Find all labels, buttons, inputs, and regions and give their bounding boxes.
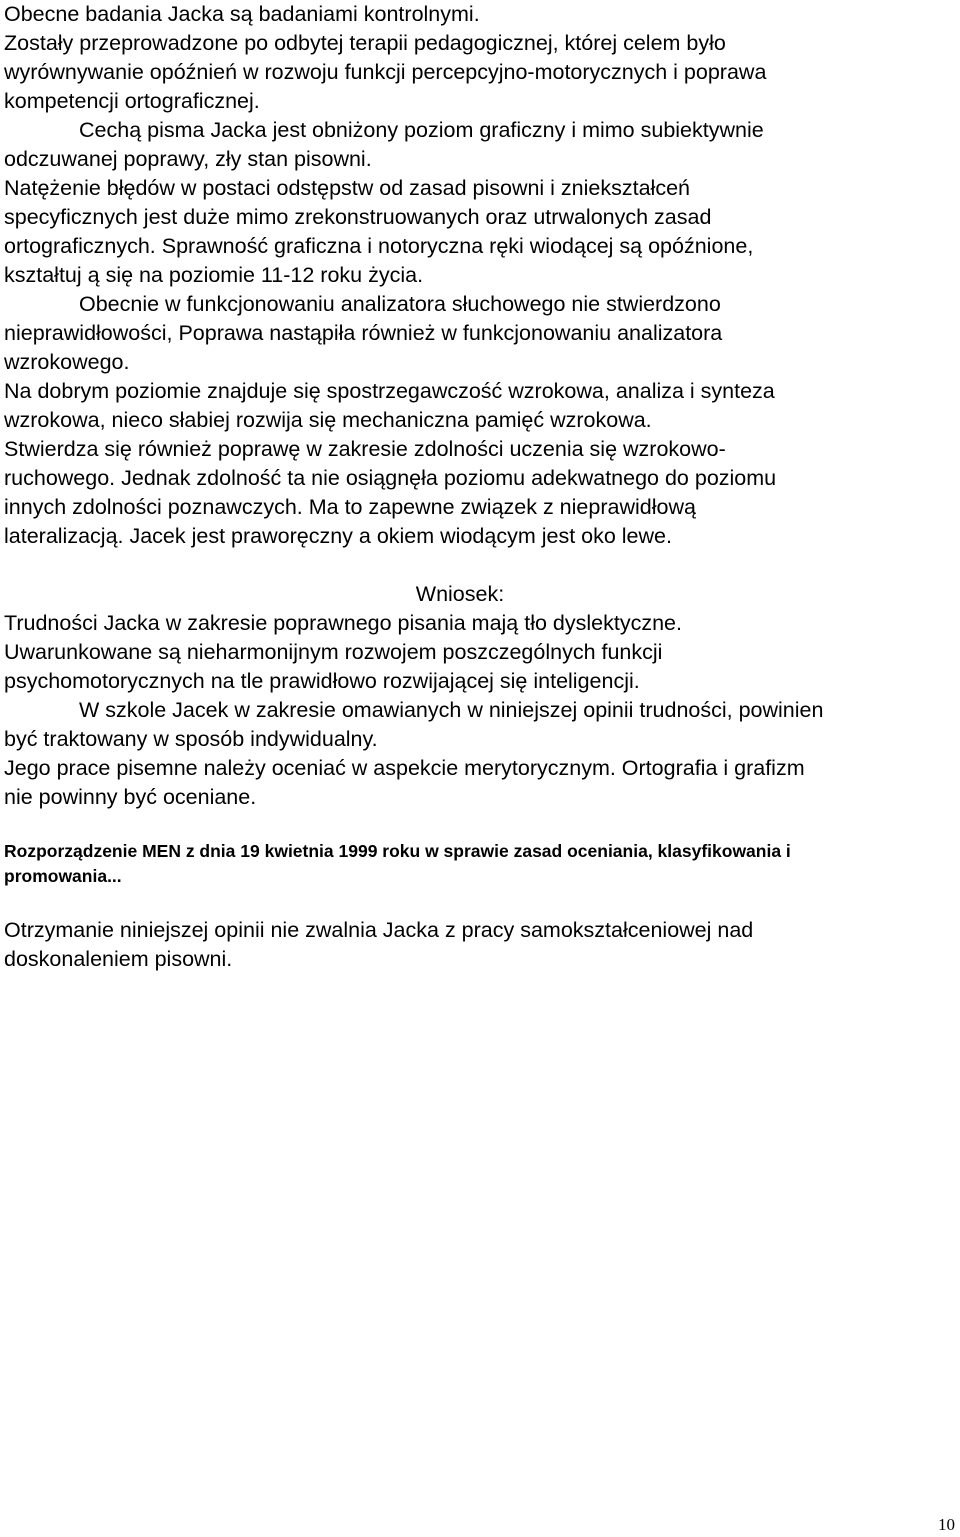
conclusion-heading: Wniosek:: [415, 582, 505, 606]
text-line: W szkole Jacek w zakresie omawianych w niniejszej opinii trudności, powinien: [79, 698, 824, 722]
text-line: doskonaleniem pisowni.: [4, 947, 233, 971]
text-line: wyrównywanie opóźnień w rozwoju funkcji percepcyjno-motorycznych i poprawa: [4, 60, 767, 84]
text-line: psychomotorycznych na tle prawidłowo rozwijającej się inteligencji.: [4, 669, 640, 693]
text-line: kształtuj ą się na poziomie 11-12 roku życia.: [4, 263, 424, 287]
text-line: nie powinny być oceniane.: [4, 785, 257, 809]
document-page: [4, 0, 956, 974]
spacer: [4, 889, 956, 916]
text-line: Obecne badania Jacka są badaniami kontrolnymi.: [4, 2, 480, 26]
text-line: ortograficznych. Sprawność graficzna i notoryczna ręki wiodącej są opóźnione,: [4, 234, 754, 258]
page-number: 10: [938, 1515, 955, 1534]
text-line: lateralizacją. Jacek jest praworęczny a okiem wiodącym jest oko lewe.: [4, 524, 672, 548]
spacer: [4, 812, 956, 839]
regulation-reference: Rozporządzenie MEN z dnia 19 kwietnia 1999 roku w sprawie zasad oceniania, klasyfikowania i: [4, 841, 791, 861]
text-line: Natężenie błędów w postaci odstępstw od zasad pisowni i zniekształceń: [4, 176, 690, 200]
text-line: Otrzymanie niniejszej opinii nie zwalnia Jacka z pracy samokształceniowej nad: [4, 918, 754, 942]
text-line: Zostały przeprowadzone po odbytej terapii pedagogicznej, której celem było: [4, 31, 726, 55]
text-line: kompetencji ortograficznej.: [4, 89, 260, 113]
regulation-reference: promowania...: [4, 866, 122, 886]
text-line: Obecnie w funkcjonowaniu analizatora słuchowego nie stwierdzono: [79, 292, 721, 316]
text-line: Na dobrym poziomie znajduje się spostrzegawczość wzrokowa, analiza i synteza: [4, 379, 775, 403]
spacer: [4, 551, 956, 580]
text-line: nieprawidłowości, Poprawa nastąpiła również w funkcjonowaniu analizatora: [4, 321, 723, 345]
text-line: odczuwanej poprawy, zły stan pisowni.: [4, 147, 372, 171]
text-line: specyficznych jest duże mimo zrekonstruowanych oraz utrwalonych zasad: [4, 205, 712, 229]
text-line: Trudności Jacka w zakresie poprawnego pisania mają tło dyslektyczne.: [4, 611, 682, 635]
text-line: Jego prace pisemne należy oceniać w aspekcie merytorycznym. Ortografia i grafizm: [4, 756, 805, 780]
text-line: Cechą pisma Jacka jest obniżony poziom graficzny i mimo subiektywnie: [79, 118, 764, 142]
text-line: Stwierdza się również poprawę w zakresie zdolności uczenia się wzrokowo-: [4, 437, 726, 461]
text-line: innych zdolności poznawczych. Ma to zapewne związek z nieprawidłową: [4, 495, 696, 519]
text-line: wzrokowa, nieco słabiej rozwija się mechaniczna pamięć wzrokowa.: [4, 408, 652, 432]
text-line: wzrokowego.: [4, 350, 130, 374]
text-line: Uwarunkowane są nieharmonijnym rozwojem poszczególnych funkcji: [4, 640, 663, 664]
text-line: ruchowego. Jednak zdolność ta nie osiągnęła poziomu adekwatnego do poziomu: [4, 466, 777, 490]
text-line: być traktowany w sposób indywidualny.: [4, 727, 378, 751]
